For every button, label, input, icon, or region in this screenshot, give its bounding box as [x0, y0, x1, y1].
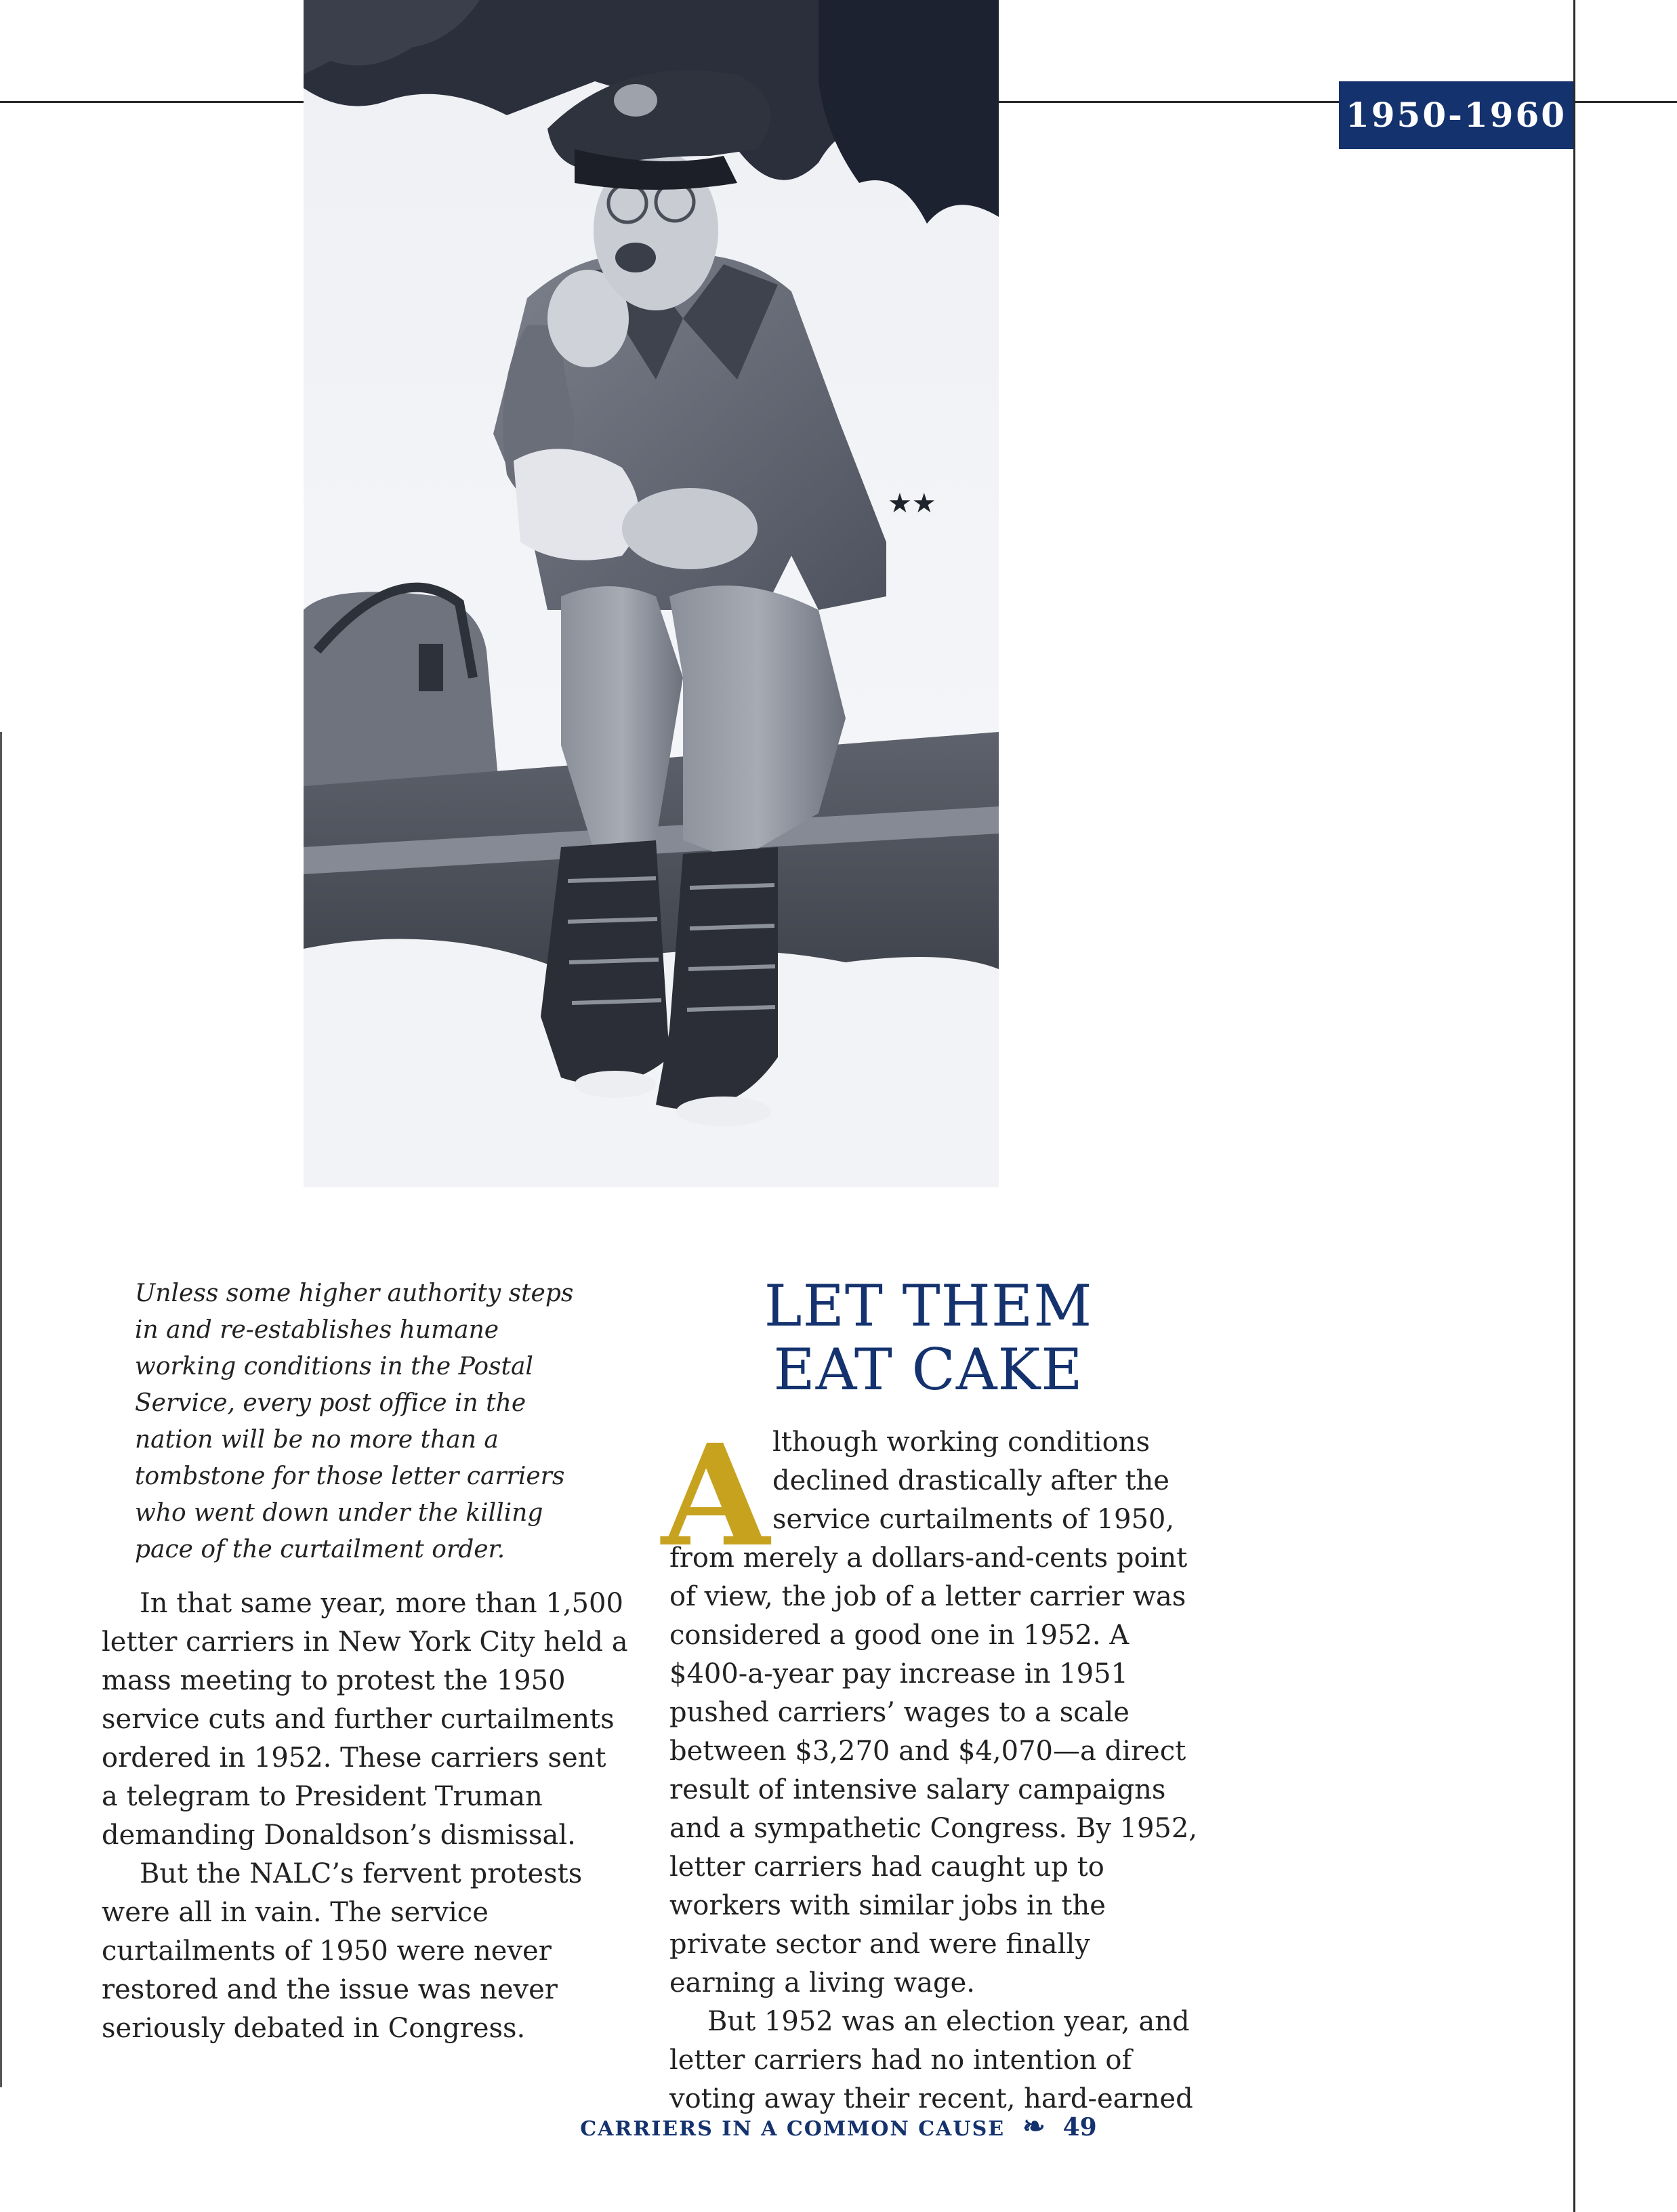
dropcap-line-1: lthough working conditions [772, 1427, 1150, 1458]
left-paragraph-1: In that same year, more than 1,500 letter carriers in New York City held a mass meeting to protest the 1950 service cuts and further curtailments ordered in 1952. These carriers sent a telegram to President Truman demanding Donaldson’s dismissal. [102, 1588, 628, 1851]
page-footer [0, 2110, 1677, 2142]
page-right-rule [1573, 0, 1575, 2212]
photo-letter-carrier-icon [304, 0, 999, 1187]
right-column [661, 1414, 1205, 2118]
headline-line-2: EAT CAKE [773, 1336, 1083, 1403]
page-number: 49 [1062, 2113, 1097, 2142]
pull-quote: Unless some higher authority steps in and re-establishes humane working conditions in the Postal Service, every post office in the nation will be no more than a tombstone for those letter carriers who went down under the killing pace of the curtailment order. [135, 1279, 574, 1563]
left-paragraph-2: But the NALC’s fervent protests were all in vain. The service curtailments of 1950 were never restored and the issue was never seriously debated in Congress. [102, 1858, 583, 2044]
dropcap-line-3: service curtailments of 1950, [772, 1504, 1175, 1535]
fleuron-icon: ❧ [1022, 2110, 1045, 2142]
left-column [102, 1584, 630, 2048]
article-headline [705, 1274, 1152, 1401]
historical-photo [304, 0, 999, 1187]
svg-text:★★: ★★ [888, 488, 936, 519]
right-paragraph-2: But 1952 was an election year, and letter carriers had no intention of voting away their recent, hard-earned [669, 2006, 1193, 2114]
era-badge: 1950-1960 [1339, 81, 1573, 149]
dropcap-line-2: declined drastically after the [772, 1465, 1169, 1496]
header-rule-left [0, 101, 304, 103]
right-paragraph-1: from merely a dollars-and-cents point of view, the job of a letter carrier was considered a good one in 1952. A $400-a-year pay increase in 1951 pushed carriers’ wages to a scale between $3,270 and $4,070—a direct result of intensive salary campaigns and a sympathetic Congress. By 1952, letter carriers had caught up to workers with similar jobs in the private sector and were finally earning a living wage. [669, 1542, 1198, 1999]
drop-cap: A [661, 1414, 770, 1578]
footer-title: CARRIERS IN A COMMON CAUSE [580, 2117, 1006, 2141]
page-left-edge-rule [0, 732, 2, 2087]
headline-line-1: LET THEM [764, 1273, 1093, 1339]
